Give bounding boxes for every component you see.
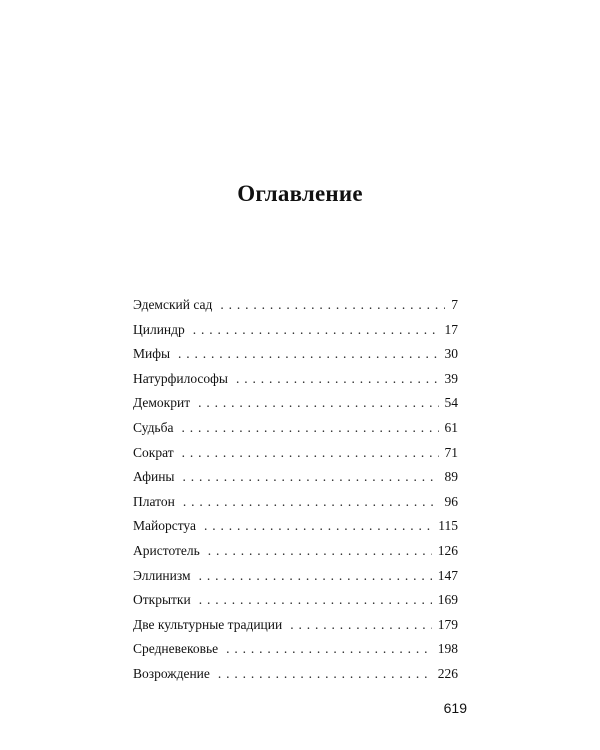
toc-entry-page: 71 (444, 444, 458, 460)
toc-entry-title: Мифы (133, 346, 171, 362)
toc-entry-page: 89 (444, 469, 458, 485)
toc-entry (133, 662, 458, 687)
dot-leader (181, 416, 438, 441)
toc-entry (133, 490, 458, 515)
dot-leader (199, 564, 432, 589)
toc-entry-page: 226 (437, 665, 458, 681)
toc-entry-page: 198 (437, 641, 458, 657)
toc-entry-page: 126 (437, 542, 458, 558)
dot-leader (182, 441, 439, 466)
dot-leader (199, 588, 432, 613)
dot-leader (204, 514, 432, 539)
toc-entry (133, 613, 458, 638)
toc-entry-page: 54 (444, 395, 458, 411)
toc-entry-title: Платон (133, 493, 175, 509)
toc-entry-page: 96 (444, 493, 458, 509)
toc-entry (133, 293, 458, 318)
dot-leader (178, 342, 438, 367)
toc-entry-title: Открытки (133, 592, 191, 608)
toc-entry-page: 30 (444, 346, 458, 362)
toc-entry-title: Эдемский сад (133, 297, 213, 312)
dot-leader (218, 662, 432, 687)
dot-leader (236, 367, 439, 392)
dot-leader (290, 613, 432, 638)
toc-entry-title: Аристотель (133, 542, 200, 558)
dot-leader (183, 465, 439, 490)
dot-leader (208, 539, 432, 564)
toc-entry-title: Майорстуа (133, 518, 196, 534)
toc-entry (133, 465, 458, 490)
toc-entry-page: 61 (444, 419, 458, 435)
toc-entry-page: 179 (437, 616, 458, 632)
dot-leader (198, 391, 438, 416)
toc-entry-title: Сократ (133, 444, 174, 460)
toc-entry-title: Две культурные традиции (133, 616, 283, 632)
page-title: Оглавление (237, 181, 363, 207)
dot-leader (220, 293, 445, 318)
toc-entry (133, 637, 458, 662)
toc-entry-page: 17 (444, 321, 458, 337)
toc-entry-page: 115 (438, 518, 458, 534)
toc-entry (133, 539, 458, 564)
toc-entry (133, 367, 458, 392)
toc-entry-page: 169 (437, 592, 458, 608)
toc-entry-page: 7 (451, 297, 458, 312)
toc-entry-title: Афины (133, 469, 175, 485)
toc-entry-title: Возрождение (133, 665, 210, 681)
toc-entry (133, 441, 458, 466)
toc-entry (133, 416, 458, 441)
toc-entry (133, 318, 458, 343)
dot-leader (193, 318, 439, 343)
toc-entry-title: Натурфилософы (133, 370, 228, 386)
toc-entry (133, 391, 458, 416)
dot-leader (226, 637, 432, 662)
toc-entry-title: Демокрит (133, 395, 191, 411)
dot-leader (183, 490, 439, 515)
table-of-contents (133, 293, 458, 687)
toc-entry-title: Эллинизм (133, 567, 191, 583)
toc-entry (133, 342, 458, 367)
toc-entry-title: Средневековье (133, 641, 219, 657)
toc-entry (133, 588, 458, 613)
toc-entry-page: 39 (444, 370, 458, 386)
page-number: 619 (443, 700, 467, 716)
toc-entry-page: 147 (437, 567, 458, 583)
toc-entry-title: Цилиндр (133, 321, 185, 337)
toc-entry-title: Судьба (133, 419, 174, 435)
toc-entry (133, 514, 458, 539)
toc-entry (133, 564, 458, 589)
